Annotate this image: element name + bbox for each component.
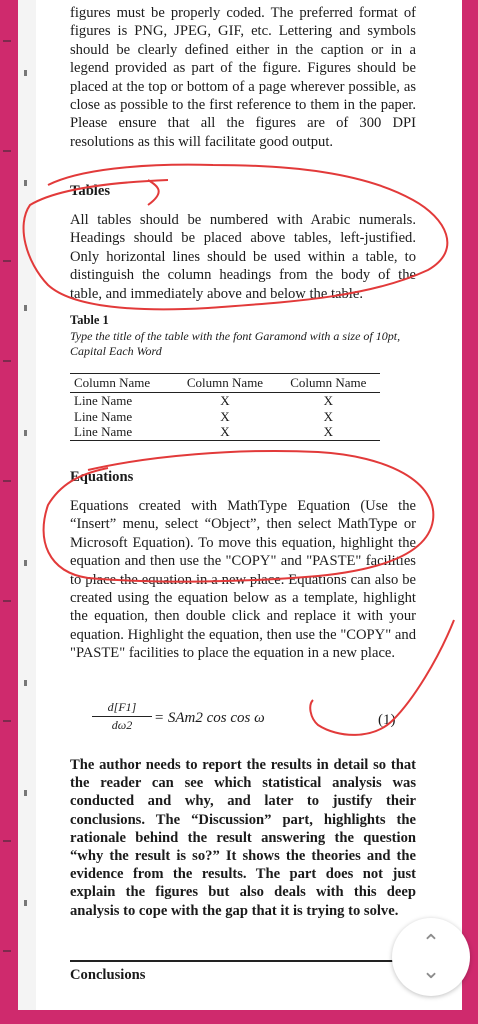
equations-heading: Equations xyxy=(70,469,134,485)
document-page[interactable] xyxy=(18,0,462,1010)
handwritten-annotations xyxy=(18,0,462,1010)
equations-paragraph: Equations created with MathType Equation (Use the “Insert” menu, select “Object”, then select MathType or Microsoft Equation). To move this equation, highlight the equation and then use the "COPY" and "PASTE" facilities to place the equation in a new place. Equations can also be created using the equation below as a template, highlight the equation, then double click and replace it with your equation. Highlight the equation, then use the "COPY" and "PASTE" facilities to place the equation in a new place. xyxy=(70,498,416,662)
table-cell: X xyxy=(220,393,230,408)
table-cell: Line Name xyxy=(74,393,133,408)
tables-paragraph: All tables should be numbered with Arabic numerals. Headings should be placed above tables, left-justified. Only horizontal lines should be used within a table, to distinguish the column headings from the body of the table, and immediately above and below the table. xyxy=(70,212,416,302)
tables-circle-annotation xyxy=(24,165,448,310)
tables-heading: Tables xyxy=(70,183,111,199)
table-cell: X xyxy=(323,393,334,408)
table-cell: X xyxy=(173,424,276,440)
equation-numerator: d[F1] xyxy=(92,700,152,717)
conclusions-heading: Conclusions xyxy=(70,967,146,983)
table-header-cell: Column Name xyxy=(173,374,276,393)
table-caption: Type the title of the table with the font Garamond with a size of 10pt, Capital Each Word xyxy=(70,329,401,358)
equation-number: (1) xyxy=(378,712,396,728)
table-header-cell: Column Name xyxy=(277,374,380,393)
table-header-cell: Column Name xyxy=(70,374,173,393)
equations-circle-annotation xyxy=(44,451,434,582)
table-cell: X xyxy=(323,408,334,424)
table-cell: Line Name xyxy=(70,424,173,440)
chevron-down-icon[interactable]: ⌃ xyxy=(421,956,441,981)
equation-denominator: dω2 xyxy=(111,718,133,732)
table-cell: Line Name xyxy=(74,408,133,424)
results-paragraph: The author needs to report the results in detail so that the reader can see which statistical analysis was conducted and why, and later to justify their conclusions. The “Discussion” part, highlights the rationale behind the result answering the question “why the result is so?” It shows the theories and the evidence from the results. The part does not just explain the figures but also deals with this deep analysis to cope with the gap that it is trying to solve. xyxy=(70,757,416,919)
table-cell: X xyxy=(220,408,230,424)
table-cell: X xyxy=(277,424,380,440)
table-label: Table 1 xyxy=(70,313,109,327)
figures-paragraph: figures must be properly coded. The preferred format of figures is PNG, JPEG, GIF, etc. Lettering and symbols should be clearly defined either in the caption or in a legend provided as part of the figure. Figures should be placed at the top or bottom of a page wherever possible, as close as possible to the first reference to them in the paper. Please ensure that all the figures are of 300 DPI resolutions as this will facilitate good output. xyxy=(70,5,416,150)
tables-hook-annotation xyxy=(148,180,159,205)
scroll-navigation-button[interactable] xyxy=(392,918,470,996)
chevron-up-icon[interactable]: ⌃ xyxy=(421,931,441,956)
left-edge-strip xyxy=(0,0,18,1024)
equation-check-annotation xyxy=(310,620,454,735)
equation-rhs: = SAm2 cos cos ω xyxy=(154,710,265,726)
